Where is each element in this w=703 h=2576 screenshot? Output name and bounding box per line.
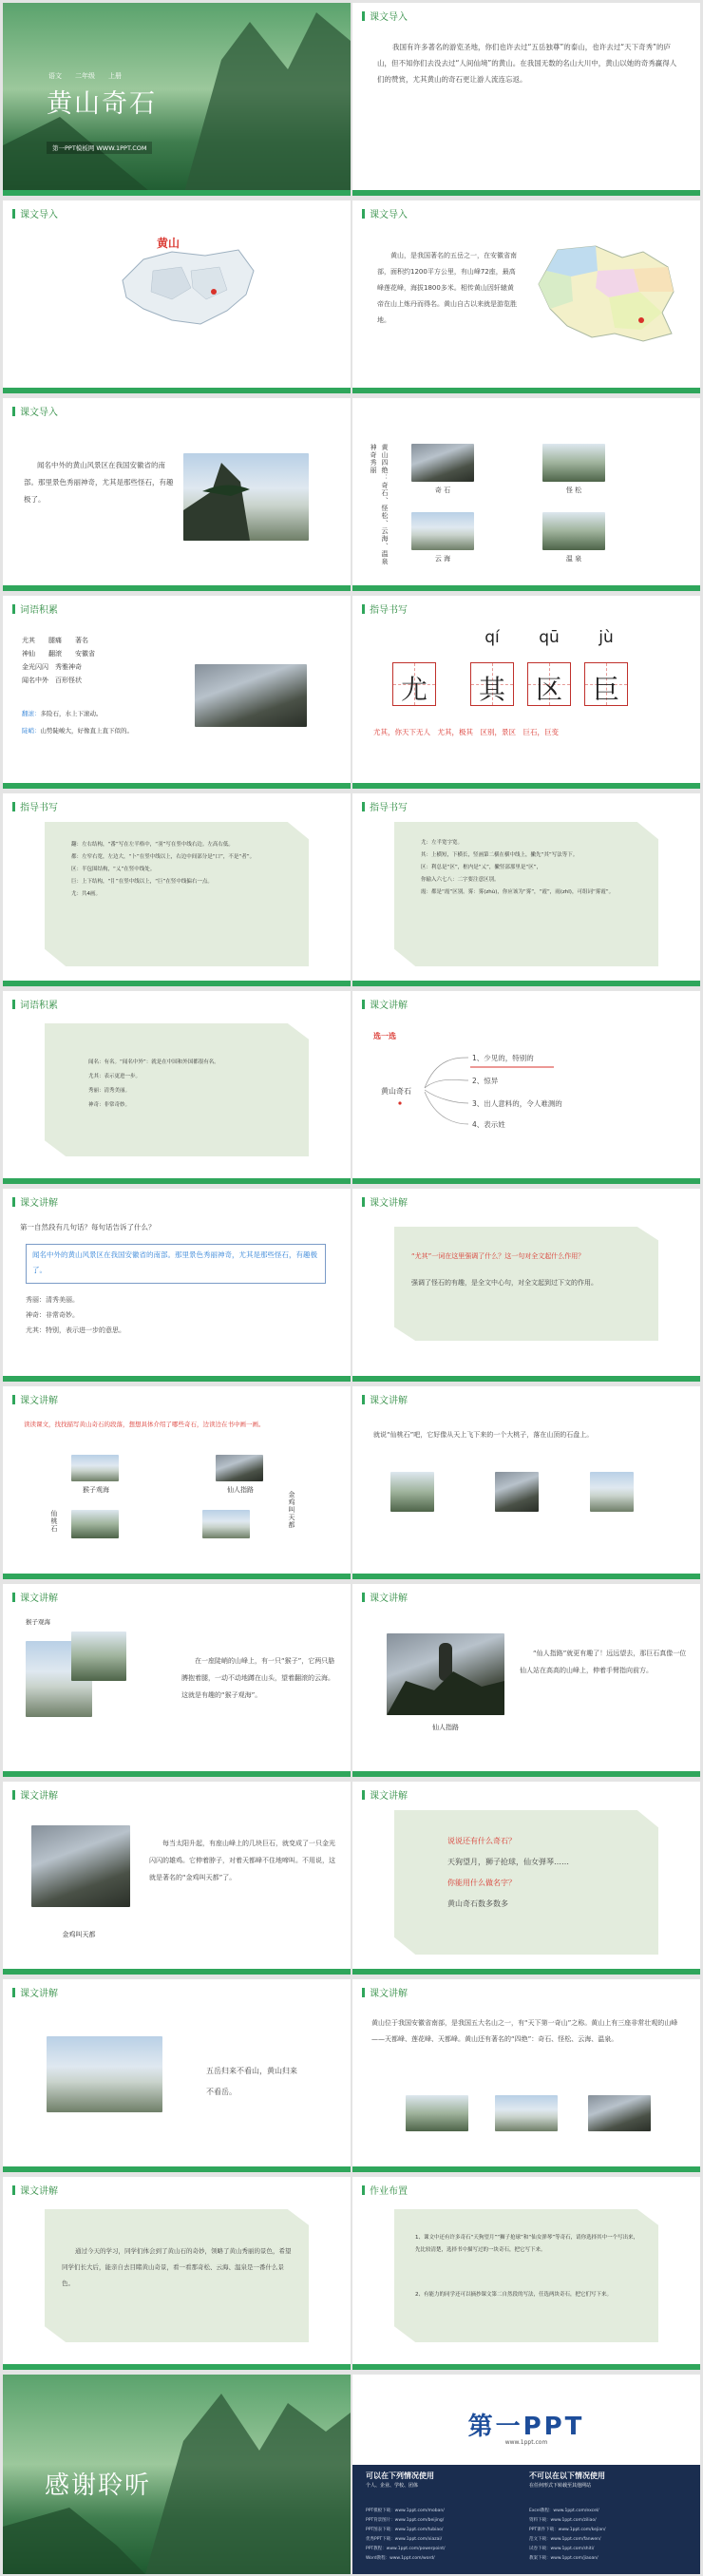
- slide-header: 词语积累: [12, 997, 58, 1011]
- answer-2: 黄山奇石数多数多: [447, 1899, 508, 1908]
- link[interactable]: 试卷下载：www.1ppt.com/shiti/: [529, 2547, 595, 2551]
- slide-header: 课文讲解: [362, 1787, 408, 1802]
- slide-15[interactable]: [3, 1386, 351, 1579]
- slide-header: 课文讲解: [362, 1590, 408, 1604]
- option-1[interactable]: 1、少见的，特别的: [472, 1054, 534, 1062]
- slide-7[interactable]: [3, 596, 351, 789]
- slide-10[interactable]: [352, 793, 700, 986]
- note-1: 秀丽：清秀美丽。: [26, 1296, 79, 1304]
- slide-header: 课文讲解: [12, 1590, 58, 1604]
- slide-9[interactable]: [3, 793, 351, 986]
- photo-caption: 猴子观海: [26, 1618, 50, 1626]
- homework-1: 1、课文中还有许多奇石“天狗望月”“狮子抢球”和“仙女弹琴”等奇石，请你选择其中一个写出来，先比较清楚，选择书中描写过的一块奇石，把它写下来。: [415, 2235, 639, 2253]
- choose-label: 选一选: [373, 1032, 396, 1040]
- photo-caption: 金鸡叫天都: [62, 1931, 96, 1938]
- question: 第一自然段有几句话？每句话告诉了什么？: [20, 1223, 156, 1231]
- slide-header: 课文讲解: [12, 1985, 58, 1999]
- prompt-2: 你能用什么做名字？: [447, 1879, 516, 1887]
- link[interactable]: 范文下载：www.1ppt.com/fanwen/: [529, 2537, 601, 2542]
- link[interactable]: PPT图表下载：www.1ppt.com/tubiao/: [366, 2528, 444, 2532]
- rock-photo: [195, 664, 307, 727]
- word-row: 尤其 腿痛 著名: [22, 637, 88, 644]
- summary-text: 通过今天的学习，同学们体会到了黄山石的奇妙，领略了黄山秀丽的景色，希望同学们长大后，能亲自去目睹黄山奇景，看一看那奇松、云海、温泉是一番什么景色。: [62, 2247, 292, 2287]
- credits-panel: [352, 2465, 700, 2574]
- slide-17[interactable]: [3, 1584, 351, 1777]
- photo-mountains: [47, 2036, 162, 2112]
- brand-url: www.1ppt.com: [504, 2439, 548, 2446]
- link[interactable]: PPT教程：www.1ppt.com/powerpoint/: [366, 2547, 446, 2551]
- example-words: 尤其，你天下无人 尤其，极其 区别，景区 巨石，巨变: [373, 728, 559, 736]
- photo-peach-1: [390, 1472, 434, 1512]
- slide-26-credits[interactable]: [352, 2375, 700, 2574]
- slide-header: 课文讲解: [362, 1392, 408, 1406]
- text-paragraph: “仙人指路”就更有趣了！远远望去，那巨石真像一位仙人站在高高的山峰上，伸着手臂指向前方。: [520, 1650, 687, 1674]
- four-wonders-title: 神奇秀丽: [370, 444, 377, 474]
- slide-20[interactable]: [352, 1782, 700, 1975]
- slide-header: 课文讲解: [12, 1194, 58, 1209]
- caption-odd-pines: 怪 松: [565, 487, 582, 494]
- quote-box: 闻名中外的黄山风景区在我国安徽省的南部。那里景色秀丽神奇，尤其是那些怪石，有趣极了。: [26, 1244, 326, 1284]
- option-2[interactable]: 2、惊异: [472, 1077, 499, 1085]
- intro-paragraph: 我国有许多著名的游览圣地，你们也许去过“五岳独尊”的泰山，也许去过“天下奇秀”的庐山，但不知你们去没去过“人间仙境”的黄山。在我国无数的名山大川中，黄山以她的奇秀赢得人们的赞赏，尤其黄山的奇石更让游人流连忘返。: [377, 43, 677, 84]
- char-box-qu: 区: [527, 662, 571, 706]
- option-4[interactable]: 4、表示姓: [472, 1120, 505, 1129]
- caption-sea-of-clouds: 云 海: [434, 555, 451, 563]
- note-2: 神奇：非常奇妙。: [26, 1311, 79, 1319]
- vocab-list: 闻名：有名。“闻名中外”：就是在中国和外国都很有名。 尤其：表示更进一步。 秀丽：清秀美丽。 神奇：非常奇妙。: [88, 1059, 219, 1108]
- slide-21[interactable]: [3, 1979, 351, 2172]
- text-paragraph: 在一座陡峭的山峰上，有一只“猴子”，它两只胳膊抱着腿，一动不动地蹲在山头，望着翻滚的云海。这就是有趣的“猴子观海”。: [181, 1657, 335, 1699]
- col1-title: 可以在下列情况使用: [366, 2471, 434, 2480]
- slide-header: 课文导入: [362, 206, 408, 220]
- slide-19[interactable]: [3, 1782, 351, 1975]
- answer-1: 天狗望月，狮子抢球，仙女弹琴……: [447, 1858, 569, 1866]
- slide-3[interactable]: [3, 200, 351, 393]
- cover-site: 第一PPT模板网 WWW.1PPT.COM: [47, 142, 152, 154]
- answer: 强调了怪石的有趣，是全文中心句，对全文起到过下文的作用。: [411, 1279, 598, 1287]
- question: “尤其”一词在这里强调了什么？这一句对全文起什么作用？: [411, 1252, 585, 1260]
- center-word: 黄山奇石: [381, 1087, 411, 1096]
- slide-header: 课文讲解: [12, 1392, 58, 1406]
- cover-subtitle: 语文 二年级 上册: [48, 72, 122, 80]
- photo-odd-rocks: [411, 444, 474, 482]
- slide-header: 课文讲解: [362, 997, 408, 1011]
- caption-rooster: 金鸡叫天都: [288, 1491, 295, 1529]
- homework-2: 2、有能力的同学还可以摘抄课文第二自然段的写法，任选两块奇石，把它们写下来。: [415, 2292, 613, 2298]
- slide-header: 课文讲解: [362, 1194, 408, 1209]
- slide-14[interactable]: [352, 1189, 700, 1382]
- photo-monkey: [71, 1455, 119, 1481]
- slide-2[interactable]: [352, 3, 700, 196]
- photo-rooster: [31, 1825, 130, 1907]
- link[interactable]: 优秀PPT下载：www.1ppt.com/xiazai/: [366, 2537, 443, 2542]
- caption-monkey: 猴子观海: [83, 1486, 109, 1494]
- char-box-qi: 其: [470, 662, 514, 706]
- photo-1: [406, 2095, 468, 2131]
- four-wonders-text: 黄山四绝：奇石、怪松、云海、温泉: [381, 444, 389, 565]
- link[interactable]: PPT背景图片：www.1ppt.com/beijing/: [366, 2518, 445, 2523]
- definition-1: 翻滚：多险石，水上下滚动。: [22, 710, 103, 717]
- text-paragraph: 就说“仙桃石”吧，它好像从天上飞下来的一个大桃子，落在山顶的石盘上。: [373, 1431, 594, 1439]
- slide-16[interactable]: [352, 1386, 700, 1579]
- col1-sub: 个人、企业、学校、团体: [366, 2483, 419, 2489]
- note-3: 尤其：特别，表示进一步的意思。: [26, 1326, 125, 1334]
- text-paragraph: 每当太阳升起，有座山峰上的几块巨石，就变成了一只金光闪闪的雄鸡。它伸着脖子，对着天都峰不住地啼叫。不用说，这就是著名的“金鸡叫天都”了。: [149, 1840, 335, 1881]
- photo-immortal-pointing: [387, 1633, 504, 1715]
- slide-18[interactable]: [352, 1584, 700, 1777]
- text-paragraph: 黄山位于我国安徽省南部，是我国五大名山之一，有“天下第一奇山”之称。黄山上有三座非常壮观的山峰——天都峰、莲花峰、天都峰。黄山还有著名的“四绝”：奇石、怪松、云海、温泉。: [371, 2019, 678, 2043]
- slide-header: 课文导入: [12, 404, 58, 418]
- slide-6[interactable]: [352, 398, 700, 591]
- brand-logo: 第一PPT: [467, 2413, 585, 2441]
- photo-3: [588, 2095, 651, 2131]
- link[interactable]: PPT课件下载：www.1ppt.com/kejian/: [529, 2528, 606, 2532]
- huangshan-intro: 黄山，是我国著名的五岳之一，在安徽省南部，面积约1200平方公里，有山峰72座，最高峰莲花峰，海拔1800多米。相传黄山因轩辕黄帝在山上炼丹而得名。黄山自古以来就是游览胜地。: [377, 252, 517, 324]
- caption-odd-rocks: 奇 石: [434, 487, 451, 494]
- link[interactable]: PPT模板下载：www.1ppt.com/moban/: [366, 2509, 445, 2513]
- photo-peach-2: [495, 1472, 539, 1512]
- slide-24[interactable]: [352, 2177, 700, 2370]
- slide-5[interactable]: [3, 398, 351, 591]
- photo-peach: [71, 1510, 119, 1538]
- logo-band: [352, 2375, 700, 2465]
- photo-hot-springs: [542, 512, 605, 550]
- photo-immortal: [216, 1455, 263, 1481]
- char-box-ju: 巨: [584, 662, 628, 706]
- slide-header: 指导书写: [12, 799, 58, 813]
- map-label-huangshan: 黄山: [157, 237, 180, 250]
- prompt-1: 说说还有什么奇石？: [447, 1837, 516, 1845]
- word-row: 金光闪闪 秀雅神奇: [22, 663, 82, 671]
- caption-immortal: 仙人指路: [227, 1486, 254, 1494]
- china-map: [115, 237, 257, 330]
- slide-11[interactable]: [3, 991, 351, 1184]
- writing-tips: 翻：左右结构，“番”写在左半格中，“羽”写在竖中线右边。左高右低。 都：左窄右宽，左边大，“卜”在竖中线以上，右边中间部分是“口”，不是“者”。 区：半包围结构，“乂”在竖中线处。 巨：上下结构，“⺝”在竖中线以上，“巨”在竖中线偏右一点。 尤：共4画。: [71, 842, 256, 897]
- link[interactable]: Excel教程：www.1ppt.com/excel/: [529, 2509, 599, 2513]
- task: 读读课文，找找描写黄山奇石的段落，想想具体介绍了哪些奇石，边读边在书中画一画。: [24, 1421, 265, 1428]
- slide-header: 作业布置: [362, 2183, 408, 2197]
- slide-13[interactable]: [3, 1189, 351, 1382]
- pinyin-ju: jù: [598, 628, 614, 647]
- poem-lines: 五岳归来不看山，黄山归来不看岳。: [206, 2067, 297, 2096]
- word-row: 闻名中外 百形怪状: [22, 677, 82, 684]
- word-list: [22, 634, 95, 687]
- caption-hot-springs: 温 泉: [565, 555, 582, 563]
- link[interactable]: 资料下载：www.1ppt.com/ziliao/: [529, 2518, 597, 2523]
- slide-header: 课文讲解: [12, 1787, 58, 1802]
- slide-header: 指导书写: [362, 799, 408, 813]
- homework-card: [394, 2209, 658, 2342]
- col2-title: 不可以在以下情况使用: [529, 2471, 605, 2480]
- photo-odd-pines: [542, 444, 605, 482]
- word-row: 神仙 翻滚 安徽省: [22, 650, 95, 658]
- caption-peach: 仙桃石: [50, 1510, 58, 1533]
- slide-header: 课文讲解: [362, 1985, 408, 1999]
- char-box-you: 尤: [392, 662, 436, 706]
- thanks-title: 感谢聆听: [45, 2471, 152, 2500]
- slide-23[interactable]: [3, 2177, 351, 2370]
- links-right: [529, 2507, 605, 2564]
- cover-title: 黄山奇石: [47, 89, 157, 119]
- option-3[interactable]: 3、出人意料的，令人难测的: [472, 1099, 562, 1108]
- definition-2: 陡峭：山势陡峻大，好像直上直下似的。: [22, 727, 133, 735]
- slide-header: 课文讲解: [12, 2183, 58, 2197]
- links-left: [366, 2507, 446, 2564]
- photo-2: [495, 2095, 558, 2131]
- slide-1-cover[interactable]: [3, 3, 351, 196]
- slide-4[interactable]: [352, 200, 700, 393]
- text-paragraph: 闻名中外的黄山风景区在我国安徽省的南部。那里景色秀丽神奇，尤其是那些怪石，有趣极了。: [24, 461, 174, 504]
- photo-caption: 仙人指路: [432, 1724, 459, 1731]
- pinyin-qi: qí: [484, 628, 500, 647]
- slide-header: 词语积累: [12, 601, 58, 616]
- photo-sea-of-clouds: [411, 512, 474, 550]
- writing-tips: 尤：左半宽字宽。 其：上横短，下横长，竖画第二横在横中线上，撇先“其”写法等下。 区：利总是“区”，框内是“乂”，撇竖部那里是“区”， 你输入六七八：二字要注意区别。 霞：都是“霞”区别。雾：雾(zhù)，你应该为“雾”，“霞”，雨(zhī)，可组词“雾霞”。: [421, 840, 615, 895]
- slide-12[interactable]: [352, 991, 700, 1184]
- link[interactable]: 教案下载：www.1ppt.com/jiaoan/: [529, 2556, 598, 2561]
- photo-peach-3: [590, 1472, 634, 1512]
- slide-22[interactable]: [352, 1979, 700, 2172]
- pine-photo: [183, 453, 309, 541]
- photo-rooster: [202, 1510, 250, 1538]
- slide-25-thanks[interactable]: [3, 2375, 351, 2574]
- pinyin-qu: qū: [539, 628, 560, 647]
- anhui-map: [529, 242, 685, 347]
- photo-monkey-detail: [71, 1631, 126, 1681]
- col2-sub: 在任何形式下转载至其他网站: [529, 2483, 592, 2489]
- discussion-card: [394, 1810, 658, 1955]
- slide-8[interactable]: [352, 596, 700, 789]
- slide-header: 课文导入: [362, 9, 408, 23]
- link[interactable]: Word教程：www.1ppt.com/word/: [366, 2556, 435, 2561]
- slide-header: 指导书写: [362, 601, 408, 616]
- slide-header: 课文导入: [12, 206, 58, 220]
